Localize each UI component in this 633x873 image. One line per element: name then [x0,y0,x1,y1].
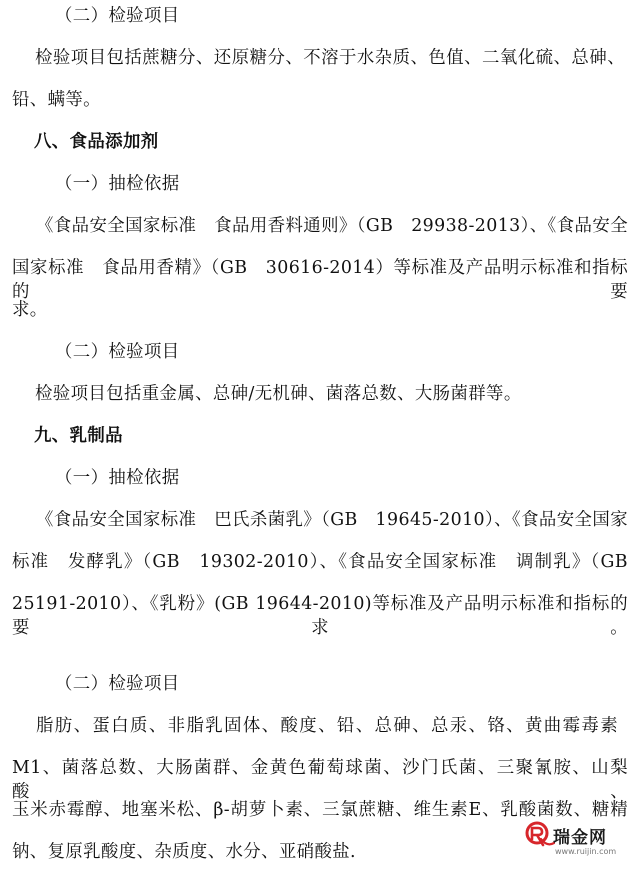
subheading-inspection-items-1: （二）检验项目 [55,6,180,26]
paragraph-line: 《食品安全国家标准 食品用香料通则》（GB 29938-2013）、《食品安全 [36,216,628,236]
paragraph-line: 检验项目包括蔗糖分、还原糖分、不溶于水杂质、色值、二氧化硫、总砷、 [35,48,625,68]
paragraph-line: 脂肪、蛋白质、非脂乳固体、酸度、铅、总砷、总汞、铬、黄曲霉毒素 [36,716,618,736]
paragraph-line: 25191-2010）、《乳粉》(GB 19644-2010)等标准及产品明示标准和指标的要求。 [12,594,628,638]
paragraph-line: 求。 [12,300,48,320]
watermark-name: 瑞金网 [553,828,607,848]
section-heading-dairy-products: 九、乳制品 [34,426,123,446]
watermark-url: www.ruijin.com [555,847,617,856]
subheading-sampling-basis-1: （一）抽检依据 [55,174,180,194]
watermark [525,821,625,863]
subheading-sampling-basis-2: （一）抽检依据 [55,468,180,488]
paragraph-line: 《食品安全国家标准 巴氏杀菌乳》（GB 19645-2010）、《食品安全国家 [36,510,628,530]
ruijin-logo-icon [525,821,555,851]
paragraph-line: 检验项目包括重金属、总砷/无机砷、菌落总数、大肠菌群等。 [35,384,522,404]
paragraph-line: 铅、螨等。 [12,90,101,110]
paragraph-line: 标准 发酵乳》（GB 19302-2010）、《食品安全国家标准 调制乳》（GB [12,552,628,572]
paragraph-line: 国家标准 食品用香精》（GB 30616-2014）等标准及产品明示标准和指标的要 [12,258,628,302]
paragraph-line: 玉米赤霉醇、地塞米松、β-胡萝卜素、三氯蔗糖、维生素E、乳酸菌数、糖精 [12,800,628,820]
paragraph-line: 钠、复原乳酸度、杂质度、水分、亚硝酸盐. [12,842,356,862]
subheading-inspection-items-3: （二）检验项目 [55,674,180,694]
section-heading-food-additives: 八、食品添加剂 [34,132,159,152]
subheading-inspection-items-2: （二）检验项目 [55,342,180,362]
paragraph-line: M1、菌落总数、大肠菌群、金黄色葡萄球菌、沙门氏菌、三聚氰胺、山梨酸、 [12,758,628,802]
